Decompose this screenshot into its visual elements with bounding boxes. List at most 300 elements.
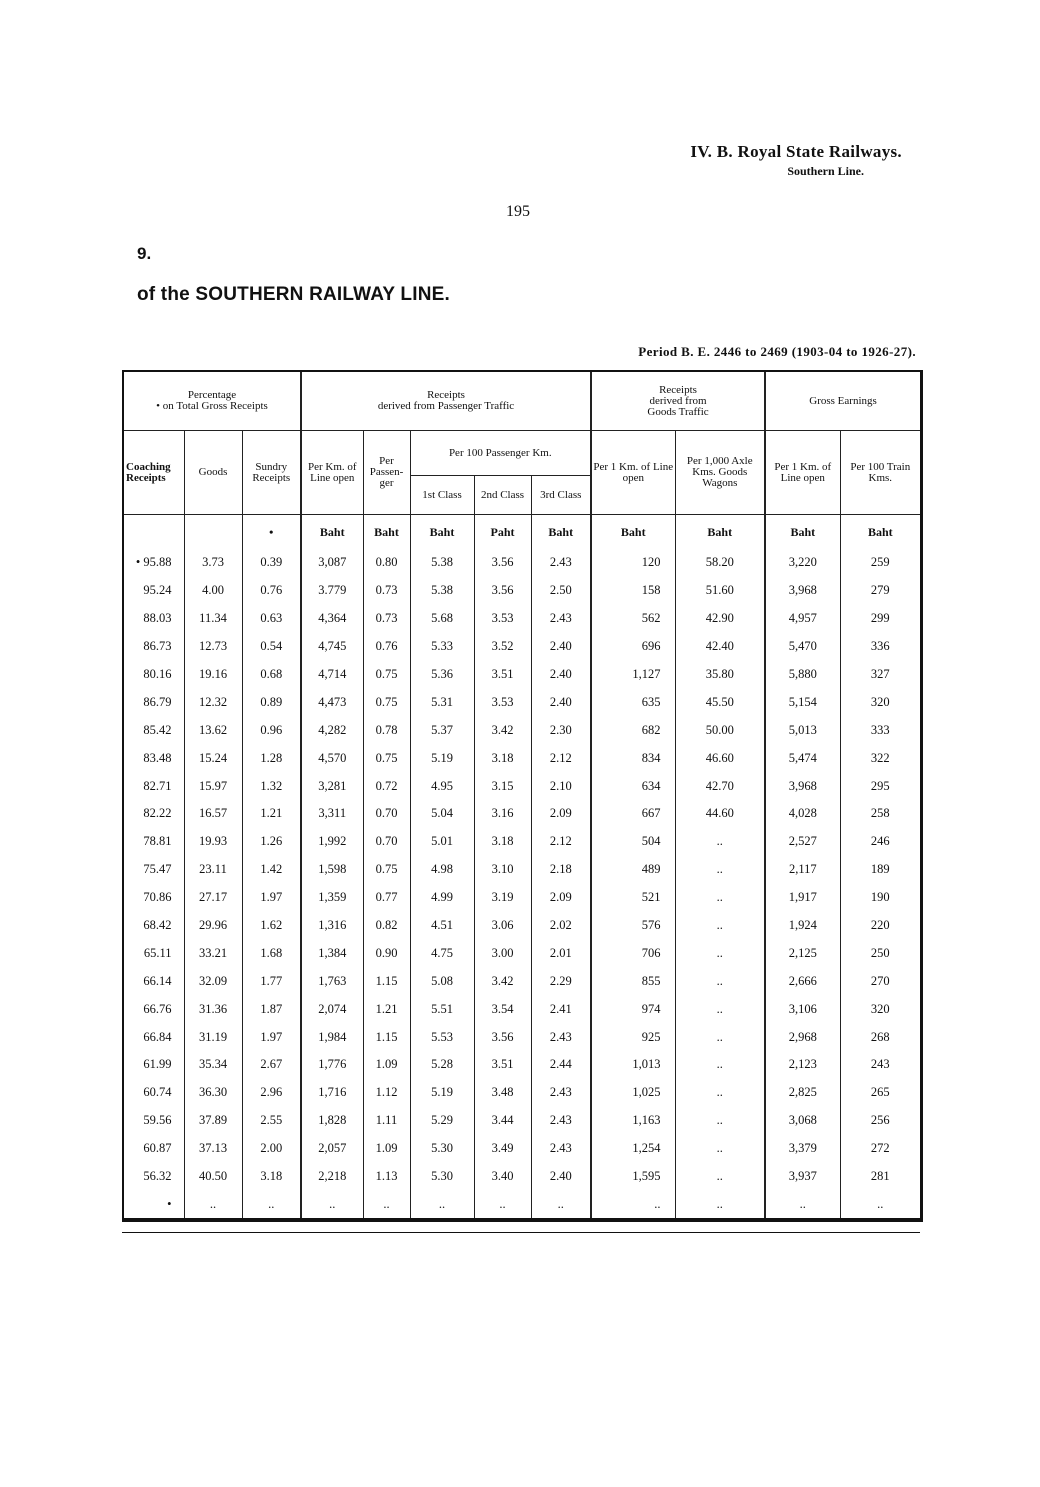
table-cell: 2.40: [531, 1163, 591, 1191]
table-cell: 2,968: [765, 1023, 840, 1051]
table-cell: 2.10: [531, 772, 591, 800]
table-cell: 37.89: [184, 1107, 242, 1135]
table-cell: 2.44: [531, 1051, 591, 1079]
table-cell: 1,384: [301, 939, 363, 967]
table-cell: 256: [870, 1113, 890, 1128]
table-cell: 40.50: [184, 1163, 242, 1191]
table-cell: 2,074: [301, 995, 363, 1023]
table-cell: 16.57: [184, 800, 242, 828]
table-cell: 70.86: [124, 884, 184, 912]
table-row: [124, 995, 920, 1023]
table-row: [124, 1051, 920, 1079]
units-row: [124, 515, 920, 550]
table-cell: 250: [870, 945, 890, 960]
table-cell: 86.79: [124, 688, 184, 716]
table-cell: 4.51: [410, 912, 474, 940]
table-cell: 320: [870, 1001, 890, 1016]
table-cell: 50.00: [675, 716, 765, 744]
table-cell: 925: [591, 1023, 675, 1051]
table-cell: 4,364: [301, 605, 363, 633]
table-cell: 13.62: [184, 716, 242, 744]
col-first-class: 1st Class: [410, 476, 474, 515]
page-number: 195: [506, 203, 530, 220]
table-row: [124, 939, 920, 967]
table-cell: 3,087: [301, 549, 363, 577]
table-cell: 0.76: [363, 633, 410, 661]
table-cell: 272: [870, 1141, 890, 1156]
table-cell: 834: [591, 744, 675, 772]
table-cell: 270: [870, 973, 890, 988]
table-cell: 2.29: [531, 967, 591, 995]
table-cell: 4,957: [765, 605, 840, 633]
table-row: [124, 633, 920, 661]
table-cell: 32.09: [184, 967, 242, 995]
table-cell: 1.09: [363, 1051, 410, 1079]
table-cell: 3.18: [242, 1163, 301, 1191]
table-cell: 66.76: [124, 995, 184, 1023]
table-cell: 190: [870, 890, 890, 905]
table-cell: 5.28: [410, 1051, 474, 1079]
table-cell: 19.16: [184, 661, 242, 689]
table-cell: 268: [870, 1029, 890, 1044]
table-row: [124, 884, 920, 912]
group-goods-label-1: Receipts: [659, 383, 697, 396]
table-cell: 0.77: [363, 884, 410, 912]
table-cell: ..: [675, 856, 765, 884]
table-cell: 295: [870, 778, 890, 793]
table-cell: 3.42: [474, 716, 531, 744]
table-cell: 5.31: [410, 688, 474, 716]
table-cell: 4,745: [301, 633, 363, 661]
table-cell: 0.96: [242, 716, 301, 744]
table-cell: 258: [870, 806, 890, 821]
group-percentage: [124, 372, 301, 431]
unit-cell: Baht: [765, 515, 840, 550]
table-cell: 3.51: [474, 661, 531, 689]
table-cell: 95.24: [124, 577, 184, 605]
table-cell: 3.40: [474, 1163, 531, 1191]
table-cell: •: [124, 1190, 184, 1218]
table-cell: 3.16: [474, 800, 531, 828]
table-cell: ..: [675, 967, 765, 995]
table-cell: ..: [675, 1163, 765, 1191]
table-cell: 1,127: [591, 661, 675, 689]
table-cell: 320: [870, 694, 890, 709]
table-cell: 5.29: [410, 1107, 474, 1135]
table-cell: 0.89: [242, 688, 301, 716]
table-cell: 82.22: [124, 800, 184, 828]
table-cell: 0.39: [242, 549, 301, 577]
table-cell: 2,666: [765, 967, 840, 995]
table-cell: 88.03: [124, 605, 184, 633]
table-cell: 44.60: [675, 800, 765, 828]
table-cell: 0.78: [363, 716, 410, 744]
table-cell: 3.53: [474, 605, 531, 633]
table-cell: 29.96: [184, 912, 242, 940]
table-cell: 0.68: [242, 661, 301, 689]
table-cell: 31.36: [184, 995, 242, 1023]
line-title: of the SOUTHERN RAILWAY LINE.: [137, 284, 450, 305]
table-cell: 855: [591, 967, 675, 995]
table-cell: 1.09: [363, 1135, 410, 1163]
table-cell: 37.13: [184, 1135, 242, 1163]
table-cell: 5,474: [765, 744, 840, 772]
table-cell: 85.42: [124, 716, 184, 744]
col-goods-per-km: Per 1 Km. of Line open: [591, 431, 675, 515]
table-cell: 3,311: [301, 800, 363, 828]
col-second-class: 2nd Class: [474, 476, 531, 515]
table-cell: 5,470: [765, 633, 840, 661]
table-cell: 5.38: [410, 577, 474, 605]
table-cell: 2.43: [531, 1107, 591, 1135]
table-cell: 2,117: [765, 856, 840, 884]
statistics-table: [122, 370, 923, 1222]
table-cell: 35.80: [675, 661, 765, 689]
table-cell: 682: [591, 716, 675, 744]
table-cell: 1,828: [301, 1107, 363, 1135]
table-cell: ..: [675, 828, 765, 856]
table-cell: 1.68: [242, 939, 301, 967]
section-number: 9.: [137, 244, 152, 263]
table-cell: 0.75: [363, 661, 410, 689]
table-cell: 2,825: [765, 1079, 840, 1107]
table-row: [124, 772, 920, 800]
table-cell: 696: [591, 633, 675, 661]
table-cell: 0.73: [363, 577, 410, 605]
table-row: [124, 549, 920, 577]
col-coaching: Coaching Receipts: [124, 431, 184, 515]
table-cell: 158: [591, 577, 675, 605]
table-cell: 1.62: [242, 912, 301, 940]
report-title: IV. B. Royal State Railways.: [690, 142, 902, 161]
data-rows: [124, 549, 920, 1218]
table-cell: 1.77: [242, 967, 301, 995]
table-cell: 3.42: [474, 967, 531, 995]
table-cell: 36.30: [184, 1079, 242, 1107]
unit-cell: Baht: [840, 515, 920, 550]
col-per100-group: Per 100 Passenger Km.: [410, 431, 591, 476]
unit-cell: •: [242, 515, 301, 550]
unit-cell: Baht: [591, 515, 675, 550]
table-cell: 80.16: [124, 661, 184, 689]
table-cell: 3.00: [474, 939, 531, 967]
group-gross-label: Gross Earnings: [809, 394, 877, 407]
unit-cell: Baht: [363, 515, 410, 550]
table-cell: ..: [675, 1051, 765, 1079]
table-row: [124, 1023, 920, 1051]
table-cell: 5.30: [410, 1163, 474, 1191]
table-cell: 246: [870, 834, 890, 849]
table-cell: ..: [675, 1107, 765, 1135]
table-cell: 489: [591, 856, 675, 884]
table-cell: ..: [301, 1190, 363, 1218]
table-cell: 61.99: [124, 1051, 184, 1079]
table-cell: 5.30: [410, 1135, 474, 1163]
table-cell: ..: [591, 1190, 675, 1218]
table-cell: 5.19: [410, 744, 474, 772]
table-cell: 3,281: [301, 772, 363, 800]
table-cell: 4,714: [301, 661, 363, 689]
table-row: [124, 856, 920, 884]
table-cell: 2,218: [301, 1163, 363, 1191]
table-row: [124, 1163, 920, 1191]
table-cell: 243: [870, 1057, 890, 1072]
table-cell: ..: [675, 1190, 765, 1218]
unit-cell: [124, 515, 184, 550]
col-goods-per-1000: Per 1,000 Axle Kms. Goods Wagons: [675, 431, 765, 515]
table-cell: 3.53: [474, 688, 531, 716]
table-cell: 2.43: [531, 605, 591, 633]
table-row: [124, 912, 920, 940]
table-cell: 66.84: [124, 1023, 184, 1051]
group-percentage-label: Percentage: [187, 389, 237, 401]
table-cell: ..: [765, 1190, 840, 1218]
table-cell: 0.72: [363, 772, 410, 800]
table-cell: 60.87: [124, 1135, 184, 1163]
table-cell: 78.81: [124, 828, 184, 856]
table-cell: 279: [870, 583, 890, 598]
table-cell: 2,057: [301, 1135, 363, 1163]
table-cell: 2.12: [531, 828, 591, 856]
table-cell: 5.38: [410, 549, 474, 577]
table-cell: 1,598: [301, 856, 363, 884]
table-row: [124, 1190, 920, 1218]
table-cell: 3.56: [474, 577, 531, 605]
table-cell: 1.42: [242, 856, 301, 884]
table-cell: 2.30: [531, 716, 591, 744]
table-cell: 12.73: [184, 633, 242, 661]
table-cell: 2.43: [531, 1079, 591, 1107]
table-cell: 3.49: [474, 1135, 531, 1163]
table-cell: 706: [591, 939, 675, 967]
unit-cell: [184, 515, 242, 550]
table-cell: 0.90: [363, 939, 410, 967]
table-cell: 2.00: [242, 1135, 301, 1163]
table-cell: ..: [675, 1079, 765, 1107]
table-cell: 75.47: [124, 856, 184, 884]
table-cell: 51.60: [675, 577, 765, 605]
table-cell: 322: [870, 750, 890, 765]
table-cell: 974: [591, 995, 675, 1023]
table-cell: 1,254: [591, 1135, 675, 1163]
report-header: [690, 142, 902, 179]
table-cell: 2.02: [531, 912, 591, 940]
table-cell: 65.11: [124, 939, 184, 967]
table-cell: 3.56: [474, 1023, 531, 1051]
table-cell: 3.54: [474, 995, 531, 1023]
table-cell: 35.34: [184, 1051, 242, 1079]
table-cell: 33.21: [184, 939, 242, 967]
table-cell: 1,776: [301, 1051, 363, 1079]
table-cell: 3,379: [765, 1135, 840, 1163]
table-row: [124, 1135, 920, 1163]
table-cell: 667: [591, 800, 675, 828]
table-cell: 333: [870, 722, 890, 737]
table-cell: 3,968: [765, 577, 840, 605]
table-cell: 5.19: [410, 1079, 474, 1107]
table-cell: 2.50: [531, 577, 591, 605]
table-cell: 2.12: [531, 744, 591, 772]
table-cell: 521: [591, 884, 675, 912]
table-row: [124, 577, 920, 605]
table-cell: 3.06: [474, 912, 531, 940]
table-cell: 45.50: [675, 688, 765, 716]
table-cell: ..: [474, 1190, 531, 1218]
table-cell: 2,123: [765, 1051, 840, 1079]
table-cell: 3,968: [765, 772, 840, 800]
table-cell: 2.40: [531, 688, 591, 716]
table-cell: 562: [591, 605, 675, 633]
table-cell: 1.15: [363, 967, 410, 995]
table-cell: 3.10: [474, 856, 531, 884]
table-row: [124, 967, 920, 995]
table-cell: 259: [870, 555, 890, 570]
table-cell: 0.75: [363, 744, 410, 772]
table-cell: 5,154: [765, 688, 840, 716]
report-subtitle: Southern Line.: [787, 164, 864, 178]
table-cell: 2.40: [531, 661, 591, 689]
bottom-rule: [122, 1232, 920, 1233]
table-row: [124, 744, 920, 772]
table-cell: 23.11: [184, 856, 242, 884]
table-cell: ..: [675, 912, 765, 940]
table-cell: 3.19: [474, 884, 531, 912]
table-cell: ..: [877, 1196, 884, 1211]
table-cell: 1,163: [591, 1107, 675, 1135]
group-goods-label-2: derived from: [649, 394, 707, 407]
table-cell: 27.17: [184, 884, 242, 912]
table-cell: 4,028: [765, 800, 840, 828]
group-passenger-sub: derived from Passenger Traffic: [377, 400, 515, 412]
period-label: Period B. E. 2446 to 2469 (1903-04 to 1926-27).: [638, 344, 916, 359]
table-cell: 5.53: [410, 1023, 474, 1051]
table-cell: 1,013: [591, 1051, 675, 1079]
table-cell: 3.15: [474, 772, 531, 800]
table-cell: 2.96: [242, 1079, 301, 1107]
col-goods: Goods: [184, 431, 242, 515]
table-cell: 2.40: [531, 633, 591, 661]
table-row: [124, 716, 920, 744]
table-cell: 3,937: [765, 1163, 840, 1191]
group-percentage-sub: • on Total Gross Receipts: [156, 400, 268, 412]
table-cell: 0.82: [363, 912, 410, 940]
table-cell: 5.36: [410, 661, 474, 689]
unit-cell: Baht: [531, 515, 591, 550]
table-cell: 2.43: [531, 1023, 591, 1051]
table-cell: 58.20: [675, 549, 765, 577]
table-cell: 1.12: [363, 1079, 410, 1107]
table-cell: 1.32: [242, 772, 301, 800]
table-cell: 2.43: [531, 549, 591, 577]
table-cell: 5.01: [410, 828, 474, 856]
table-cell: 60.74: [124, 1079, 184, 1107]
table-cell: 1.15: [363, 1023, 410, 1051]
table-cell: 4,282: [301, 716, 363, 744]
table-cell: ..: [242, 1190, 301, 1218]
table-cell: 1.13: [363, 1163, 410, 1191]
table-cell: 1,984: [301, 1023, 363, 1051]
table-cell: 5.04: [410, 800, 474, 828]
col-per-km-line: Per Km. of Line open: [301, 431, 363, 515]
table-cell: 12.32: [184, 688, 242, 716]
table-cell: ..: [675, 939, 765, 967]
table-cell: 327: [870, 667, 890, 681]
table-cell: 1.21: [242, 800, 301, 828]
table-cell: 5.33: [410, 633, 474, 661]
table-cell: 15.97: [184, 772, 242, 800]
table-cell: ..: [410, 1190, 474, 1218]
table-cell: 31.19: [184, 1023, 242, 1051]
table-cell: 2.01: [531, 939, 591, 967]
group-passenger-label: Receipts: [427, 389, 465, 401]
table-cell: 0.73: [363, 605, 410, 633]
table-cell: 0.70: [363, 800, 410, 828]
table-cell: 3.52: [474, 633, 531, 661]
table-cell: 2,527: [765, 828, 840, 856]
table-cell: 4.75: [410, 939, 474, 967]
table-cell: 1,763: [301, 967, 363, 995]
table-cell: 1,359: [301, 884, 363, 912]
table-cell: 1.21: [363, 995, 410, 1023]
table-cell: 299: [870, 611, 890, 626]
table-cell: 2.41: [531, 995, 591, 1023]
table-cell: 0.76: [242, 577, 301, 605]
table-cell: 5.68: [410, 605, 474, 633]
unit-cell: Paht: [474, 515, 531, 550]
col-per-passenger: Per Passen- ger: [363, 431, 410, 515]
table-cell: 68.42: [124, 912, 184, 940]
table-cell: 66.14: [124, 967, 184, 995]
table-cell: 83.48: [124, 744, 184, 772]
table-cell: 42.70: [675, 772, 765, 800]
table-cell: 3.51: [474, 1051, 531, 1079]
table-cell: 1,716: [301, 1079, 363, 1107]
table-cell: 2.67: [242, 1051, 301, 1079]
table-cell: 120: [591, 549, 675, 577]
table-cell: 0.75: [363, 688, 410, 716]
table-cell: 0.54: [242, 633, 301, 661]
table-cell: 2.09: [531, 884, 591, 912]
table-cell: 3,106: [765, 995, 840, 1023]
table-row: [124, 661, 920, 689]
col-third-class: 3rd Class: [531, 476, 591, 515]
table-cell: 86.73: [124, 633, 184, 661]
table-row: [124, 800, 920, 828]
group-passenger-receipts: [301, 372, 591, 431]
table-cell: 1.97: [242, 1023, 301, 1051]
table-cell: 4,473: [301, 688, 363, 716]
table-cell: 3.18: [474, 744, 531, 772]
table-cell: 1.11: [363, 1107, 410, 1135]
table-cell: 0.63: [242, 605, 301, 633]
table-cell: ..: [531, 1190, 591, 1218]
table-cell: 3,068: [765, 1107, 840, 1135]
group-gross-earnings: [765, 372, 920, 431]
table-cell: 3.18: [474, 828, 531, 856]
table-cell: 42.40: [675, 633, 765, 661]
table-cell: 4,570: [301, 744, 363, 772]
table-cell: 1.87: [242, 995, 301, 1023]
table-cell: 1.97: [242, 884, 301, 912]
table-cell: 82.71: [124, 772, 184, 800]
table-cell: 19.93: [184, 828, 242, 856]
table-cell: 635: [591, 688, 675, 716]
table-cell: 5,880: [765, 661, 840, 689]
group-goods-receipts: [591, 372, 765, 431]
table-cell: • 95.88: [124, 549, 184, 577]
table-cell: ..: [184, 1190, 242, 1218]
table-cell: 0.80: [363, 549, 410, 577]
